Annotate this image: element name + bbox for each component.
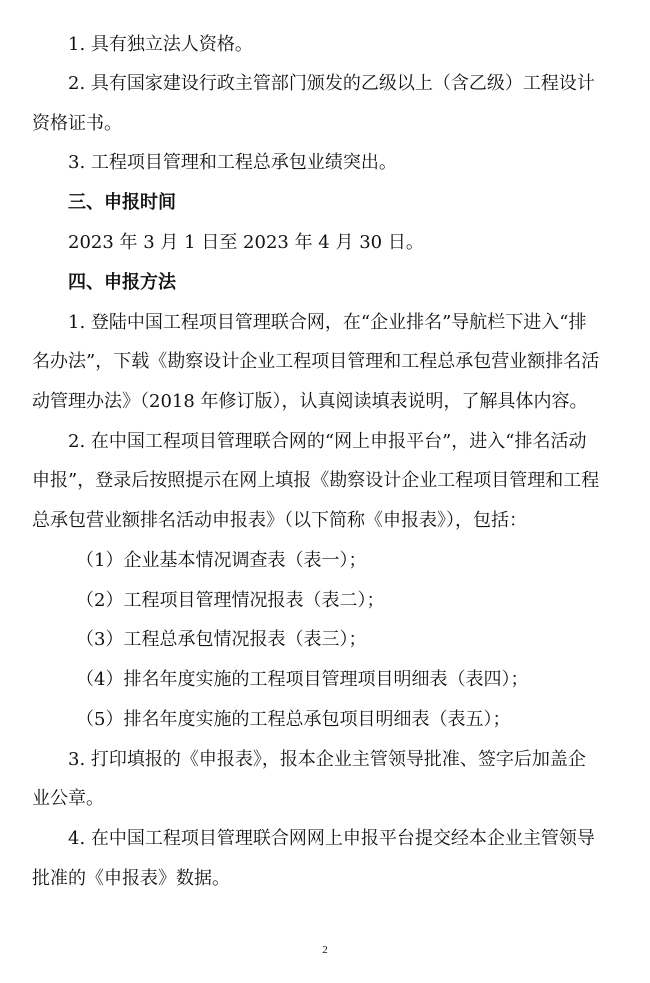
section-heading: 四、申报方法: [68, 272, 176, 293]
list-item: （4）排名年度实施的工程项目管理项目明细表（表四）；: [76, 669, 529, 690]
paragraph-line: 总承包营业额排名活动申报表》（以下简称《申报表》），包括：: [32, 510, 527, 531]
list-item: （3）工程总承包情况报表（表三）；: [76, 629, 367, 650]
paragraph-line: 1. 具有独立法人资格。: [68, 34, 253, 55]
paragraph-line: 2. 具有国家建设行政主管部门颁发的乙级以上（含乙级）工程设计: [68, 73, 595, 94]
list-item: （1）企业基本情况调查表（表一）；: [76, 550, 367, 571]
paragraph-line: 2023 年 3 月 1 日至 2023 年 4 月 30 日。: [68, 232, 424, 253]
list-item: （5）排名年度实施的工程总承包项目明细表（表五）；: [76, 709, 511, 730]
paragraph-line: 4. 在中国工程项目管理联合网网上申报平台提交经本企业主管领导: [68, 828, 595, 849]
paragraph-line: 申报”，登录后按照提示在网上填报《勘察设计企业工程项目管理和工程: [32, 470, 600, 491]
paragraph-line: 动管理办法》（2018 年修订版），认真阅读填表说明，了解具体内容。: [32, 391, 588, 412]
paragraph-line: 1. 登陆中国工程项目管理联合网，在“企业排名”导航栏下进入“排: [68, 312, 587, 333]
page-number: 2: [322, 944, 328, 956]
paragraph-line: 2. 在中国工程项目管理联合网的“网上申报平台”，进入“排名活动: [68, 431, 587, 452]
paragraph-line: 3. 工程项目管理和工程总承包业绩突出。: [68, 152, 397, 173]
paragraph-line: 批准的《申报表》数据。: [32, 868, 230, 889]
paragraph-line: 业公章。: [32, 788, 104, 809]
paragraph-line: 资格证书。: [32, 113, 122, 134]
paragraph-line: 名办法”，下载《勘察设计企业工程项目管理和工程总承包营业额排名活: [32, 351, 600, 372]
paragraph-line: 3. 打印填报的《申报表》，报本企业主管领导批准、签字后加盖企: [68, 749, 586, 770]
section-heading: 三、申报时间: [68, 192, 176, 213]
list-item: （2）工程项目管理情况报表（表二）；: [76, 590, 385, 611]
